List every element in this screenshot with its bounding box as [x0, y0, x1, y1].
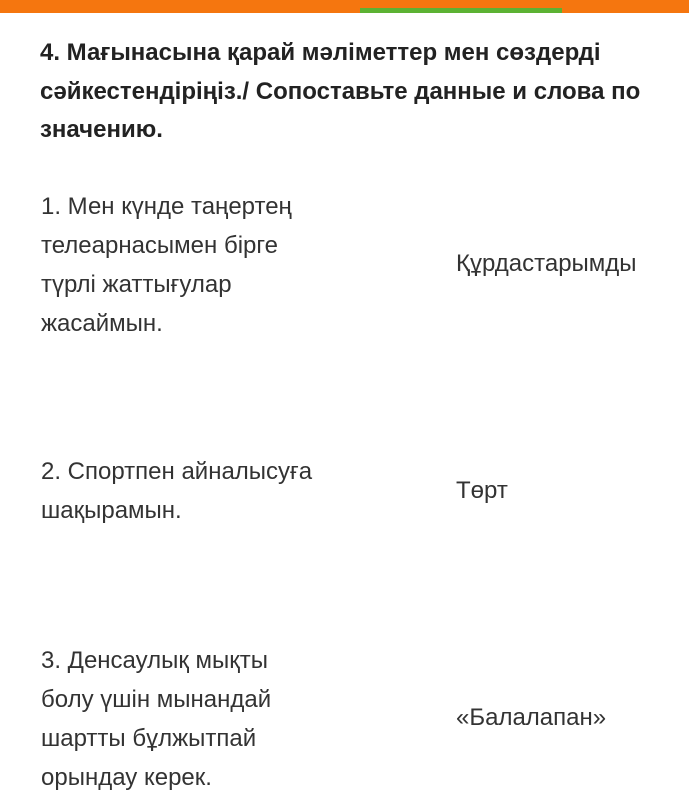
- answer-word-2[interactable]: Төрт: [456, 477, 508, 504]
- statement-3: 3. Денсаулық мықты болу үшін мынандай шартты бұлжытпай орындау керек.: [41, 647, 272, 791]
- top-progress-bar: [0, 0, 689, 13]
- statement-2: 2. Спортпен айналысуға шақырамын.: [41, 458, 313, 524]
- question-title: 4. Мағынасына қарай мәліметтер мен сөздерді сәйкестендіріңіз./ Сопоставьте данные и слова по значению.: [40, 39, 641, 143]
- progress-indicator: [360, 8, 562, 13]
- statement-1: 1. Мен күнде таңертең телеарнасымен бірге түрлі жаттығулар жасаймын.: [41, 193, 292, 337]
- answer-word-1[interactable]: Құрдастарымды: [456, 250, 637, 277]
- answer-word-3[interactable]: «Балалапан»: [456, 704, 607, 731]
